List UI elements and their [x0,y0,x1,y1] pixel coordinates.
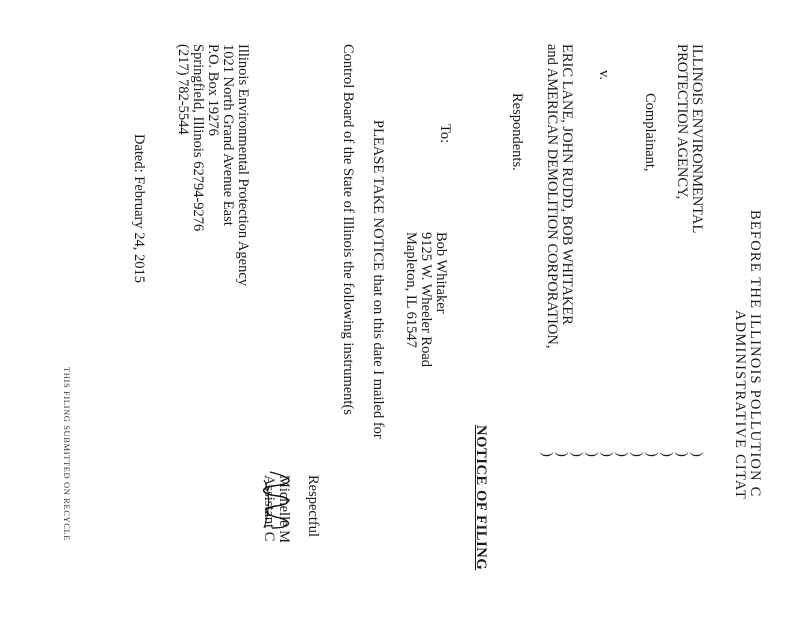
to-label: To: [437,124,453,144]
agency-address-line-2: 1021 North Grand Avenue East [220,44,236,226]
complainant-line-1: ILLINOIS ENVIRONMENTAL [689,44,705,234]
notice-body-line-2: Control Board of the State of Illinois the following instrument(s [340,44,356,415]
respondent-block [544,44,574,349]
addressee-line-2: 9125 W. Wheeler Road [418,232,434,368]
addressee-line-1: Bob Whitaker [433,232,449,314]
paren: ) [674,452,690,457]
paren: ) [629,452,645,457]
paren: ) [599,452,615,457]
paren: ) [569,452,585,457]
agency-address-block [175,44,250,286]
agency-address-line-3: P.O. Box 19276 [205,44,221,136]
complainant-role: Complainant, [642,93,658,172]
caption-paren-column [539,452,704,457]
respondent-role: Respondents. [509,93,525,171]
paren: ) [659,452,675,457]
notice-title: NOTICE OF FILING [473,425,489,571]
paren: ) [689,452,705,457]
respondent-line-2: and AMERICAN DEMOLITION CORPORATION, [544,44,560,349]
addressee-block [403,232,448,367]
agency-address-line-5: (217) 782-5544 [175,44,191,135]
paren: ) [644,452,660,457]
recycled-paper-note: THIS FILING SUBMITTED ON RECYCLE [62,367,72,542]
paren: ) [539,452,555,457]
agency-address-line-4: Springfield, Illinois 62794-9276 [190,44,206,232]
complainant-line-2: PROTECTION AGENCY, [674,44,690,200]
heading-line-1: BEFORE THE ILLINOIS POLLUTION C [747,210,763,498]
respondent-line-1: ERIC LANE, JOHN RUDD, BOB WHITAKER [559,44,575,325]
versus-label: v. [596,70,612,80]
addressee-line-3: Mapleton, IL 61547 [403,232,419,348]
board-heading [732,210,762,500]
paren: ) [554,452,570,457]
paren: ) [584,452,600,457]
signature-title: Assistant C [261,475,277,542]
notice-body-line-1: PLEASE TAKE NOTICE that on this date I mailed for [370,120,386,439]
dated-line: Dated: February 24, 2015 [131,134,147,283]
signature-closing: Respectful [305,475,321,538]
paren: ) [614,452,630,457]
signature-name: Michelle M [276,475,292,544]
heading-line-2: ADMINISTRATIVE CITAT [732,310,748,500]
handwritten-signature [255,470,300,530]
complainant-block [674,44,704,233]
agency-address-line-1: Illinois Environmental Protection Agency [235,44,251,287]
